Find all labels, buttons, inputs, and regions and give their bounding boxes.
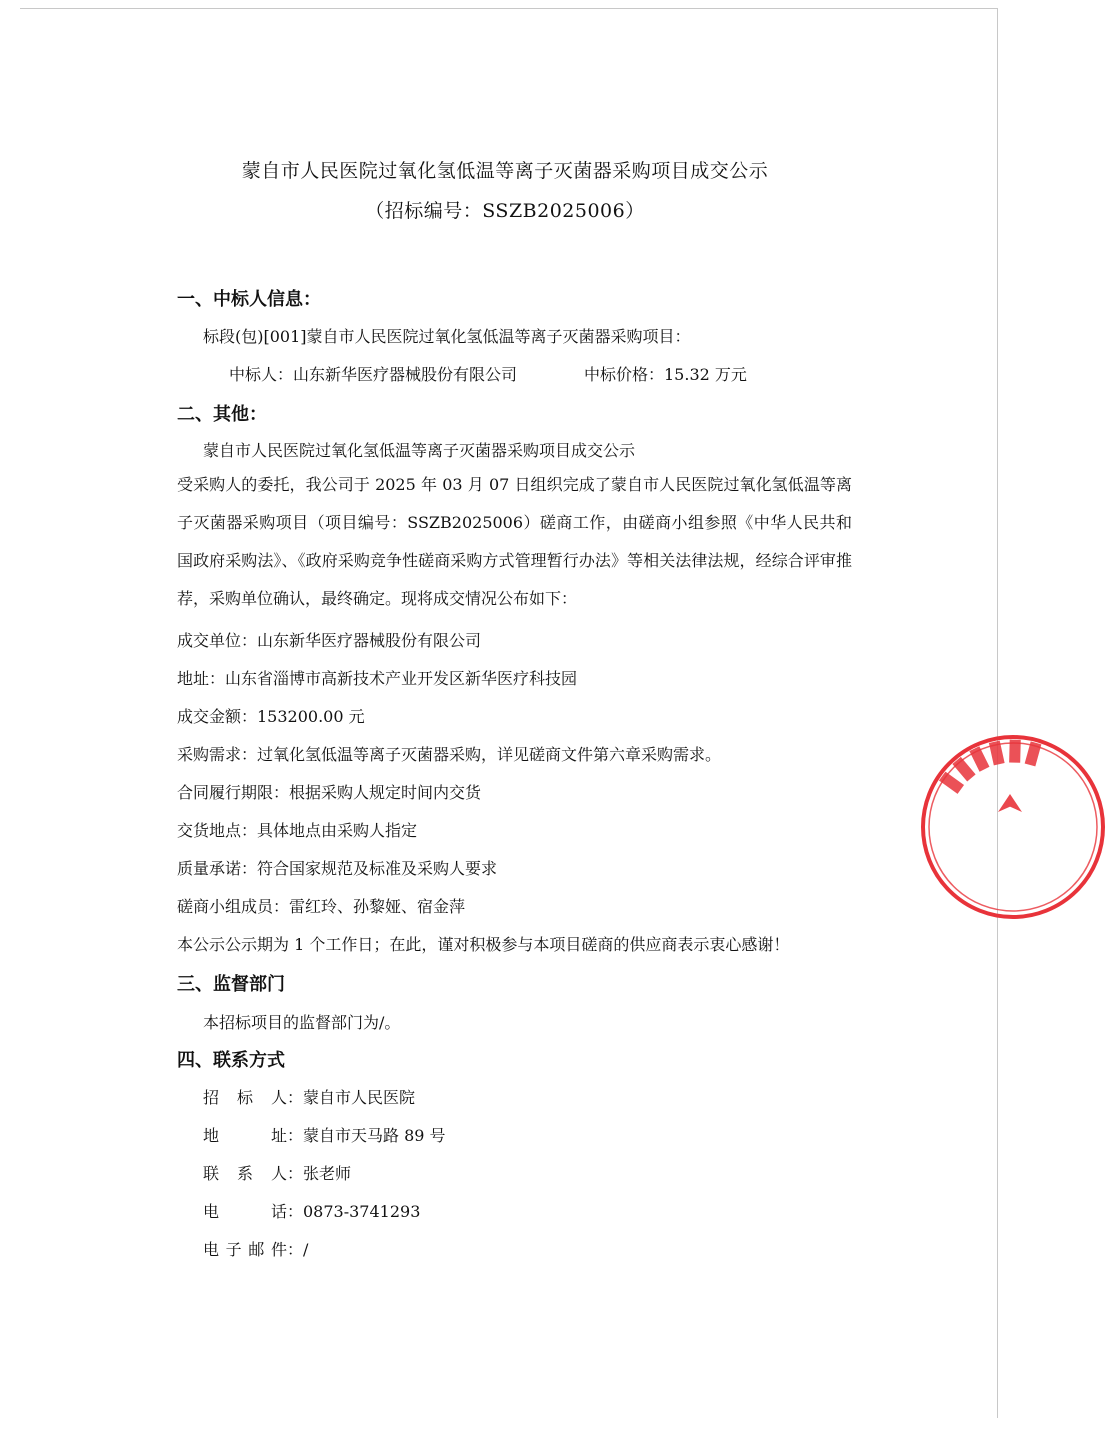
section2-paragraph: 受采购人的委托，我公司于 2025 年 03 月 07 日组织完成了蒙自市人民医院过氧化氢低温等离子灭菌器采购项目（项目编号：SSZB2025006）磋商工作，由磋商小组参照《中华人民共和国政府采购法》、《政府采购竞争性磋商采购方式管理暂行办法》等相关法律法规，经综合评审推荐，采购单位确认，最终确定。现将成交情况公布如下： [177,475,852,608]
section1-heading: 一、中标人信息： [177,289,321,310]
deal-amount: 成交金额：153200.00 元 [177,707,365,726]
winner-line: 中标人：山东新华医疗器械股份有限公司 [229,365,518,384]
panel-members: 磋商小组成员：雷红玲、孙黎娅、宿金萍 [177,897,466,916]
section4-heading: 四、联系方式 [177,1050,285,1071]
quality-promise: 质量承诺：符合国家规范及标准及采购人要求 [177,859,498,878]
contact-label: 电子邮件 [203,1240,287,1259]
contact-tenderer [203,1085,415,1108]
contact-value: ：蒙自市天马路 89 号 [287,1126,446,1145]
page-border-top [20,8,998,9]
contact-label: 联 系 人 [203,1164,287,1183]
contact-value: ：0873-3741293 [287,1202,421,1221]
price-line: 中标价格：15.32 万元 [584,365,747,384]
contact-label: 地 址 [203,1126,287,1145]
seal-text: ▮▮▮▮▮▮ [931,732,1047,799]
publicity-period: 本公示公示期为 1 个工作日；在此，谨对积极参与本项目磋商的供应商表示衷心感谢！ [177,935,790,954]
address: 地址：山东省淄博市高新技术产业开发区新华医疗科技园 [177,669,578,688]
contact-value: ：张老师 [287,1164,352,1183]
delivery-place: 交货地点：具体地点由采购人指定 [177,821,418,840]
section2-subtitle: 蒙自市人民医院过氧化氢低温等离子灭菌器采购项目成交公示 [203,441,636,460]
company-seal-stamp [918,732,1108,922]
contact-address [203,1123,446,1146]
contact-phone [203,1199,420,1222]
requirement: 采购需求：过氧化氢低温等离子灭菌器采购，详见磋商文件第六章采购需求。 [177,745,722,764]
lot-line: 标段(包)[001]蒙自市人民医院过氧化氢低温等离子灭菌器采购项目： [203,327,691,346]
contact-value: ：/ [287,1240,309,1259]
contact-email [203,1237,308,1260]
contact-label: 招 标 人 [203,1088,287,1107]
seal-star-icon [998,794,1022,812]
supervision-text: 本招标项目的监督部门为/。 [203,1013,401,1032]
section2-heading: 二、其他： [177,404,267,425]
contact-person [203,1161,351,1184]
document-title: 蒙自市人民医院过氧化氢低温等离子灭菌器采购项目成交公示 [241,160,769,182]
section3-heading: 三、监督部门 [177,974,285,995]
contract-period: 合同履行期限：根据采购人规定时间内交货 [177,783,482,802]
contact-value: ：蒙自市人民医院 [287,1088,416,1107]
bid-number: （招标编号：SSZB2025006） [365,200,645,222]
contact-label: 电 话 [203,1202,287,1221]
deal-unit: 成交单位：山东新华医疗器械股份有限公司 [177,631,482,650]
